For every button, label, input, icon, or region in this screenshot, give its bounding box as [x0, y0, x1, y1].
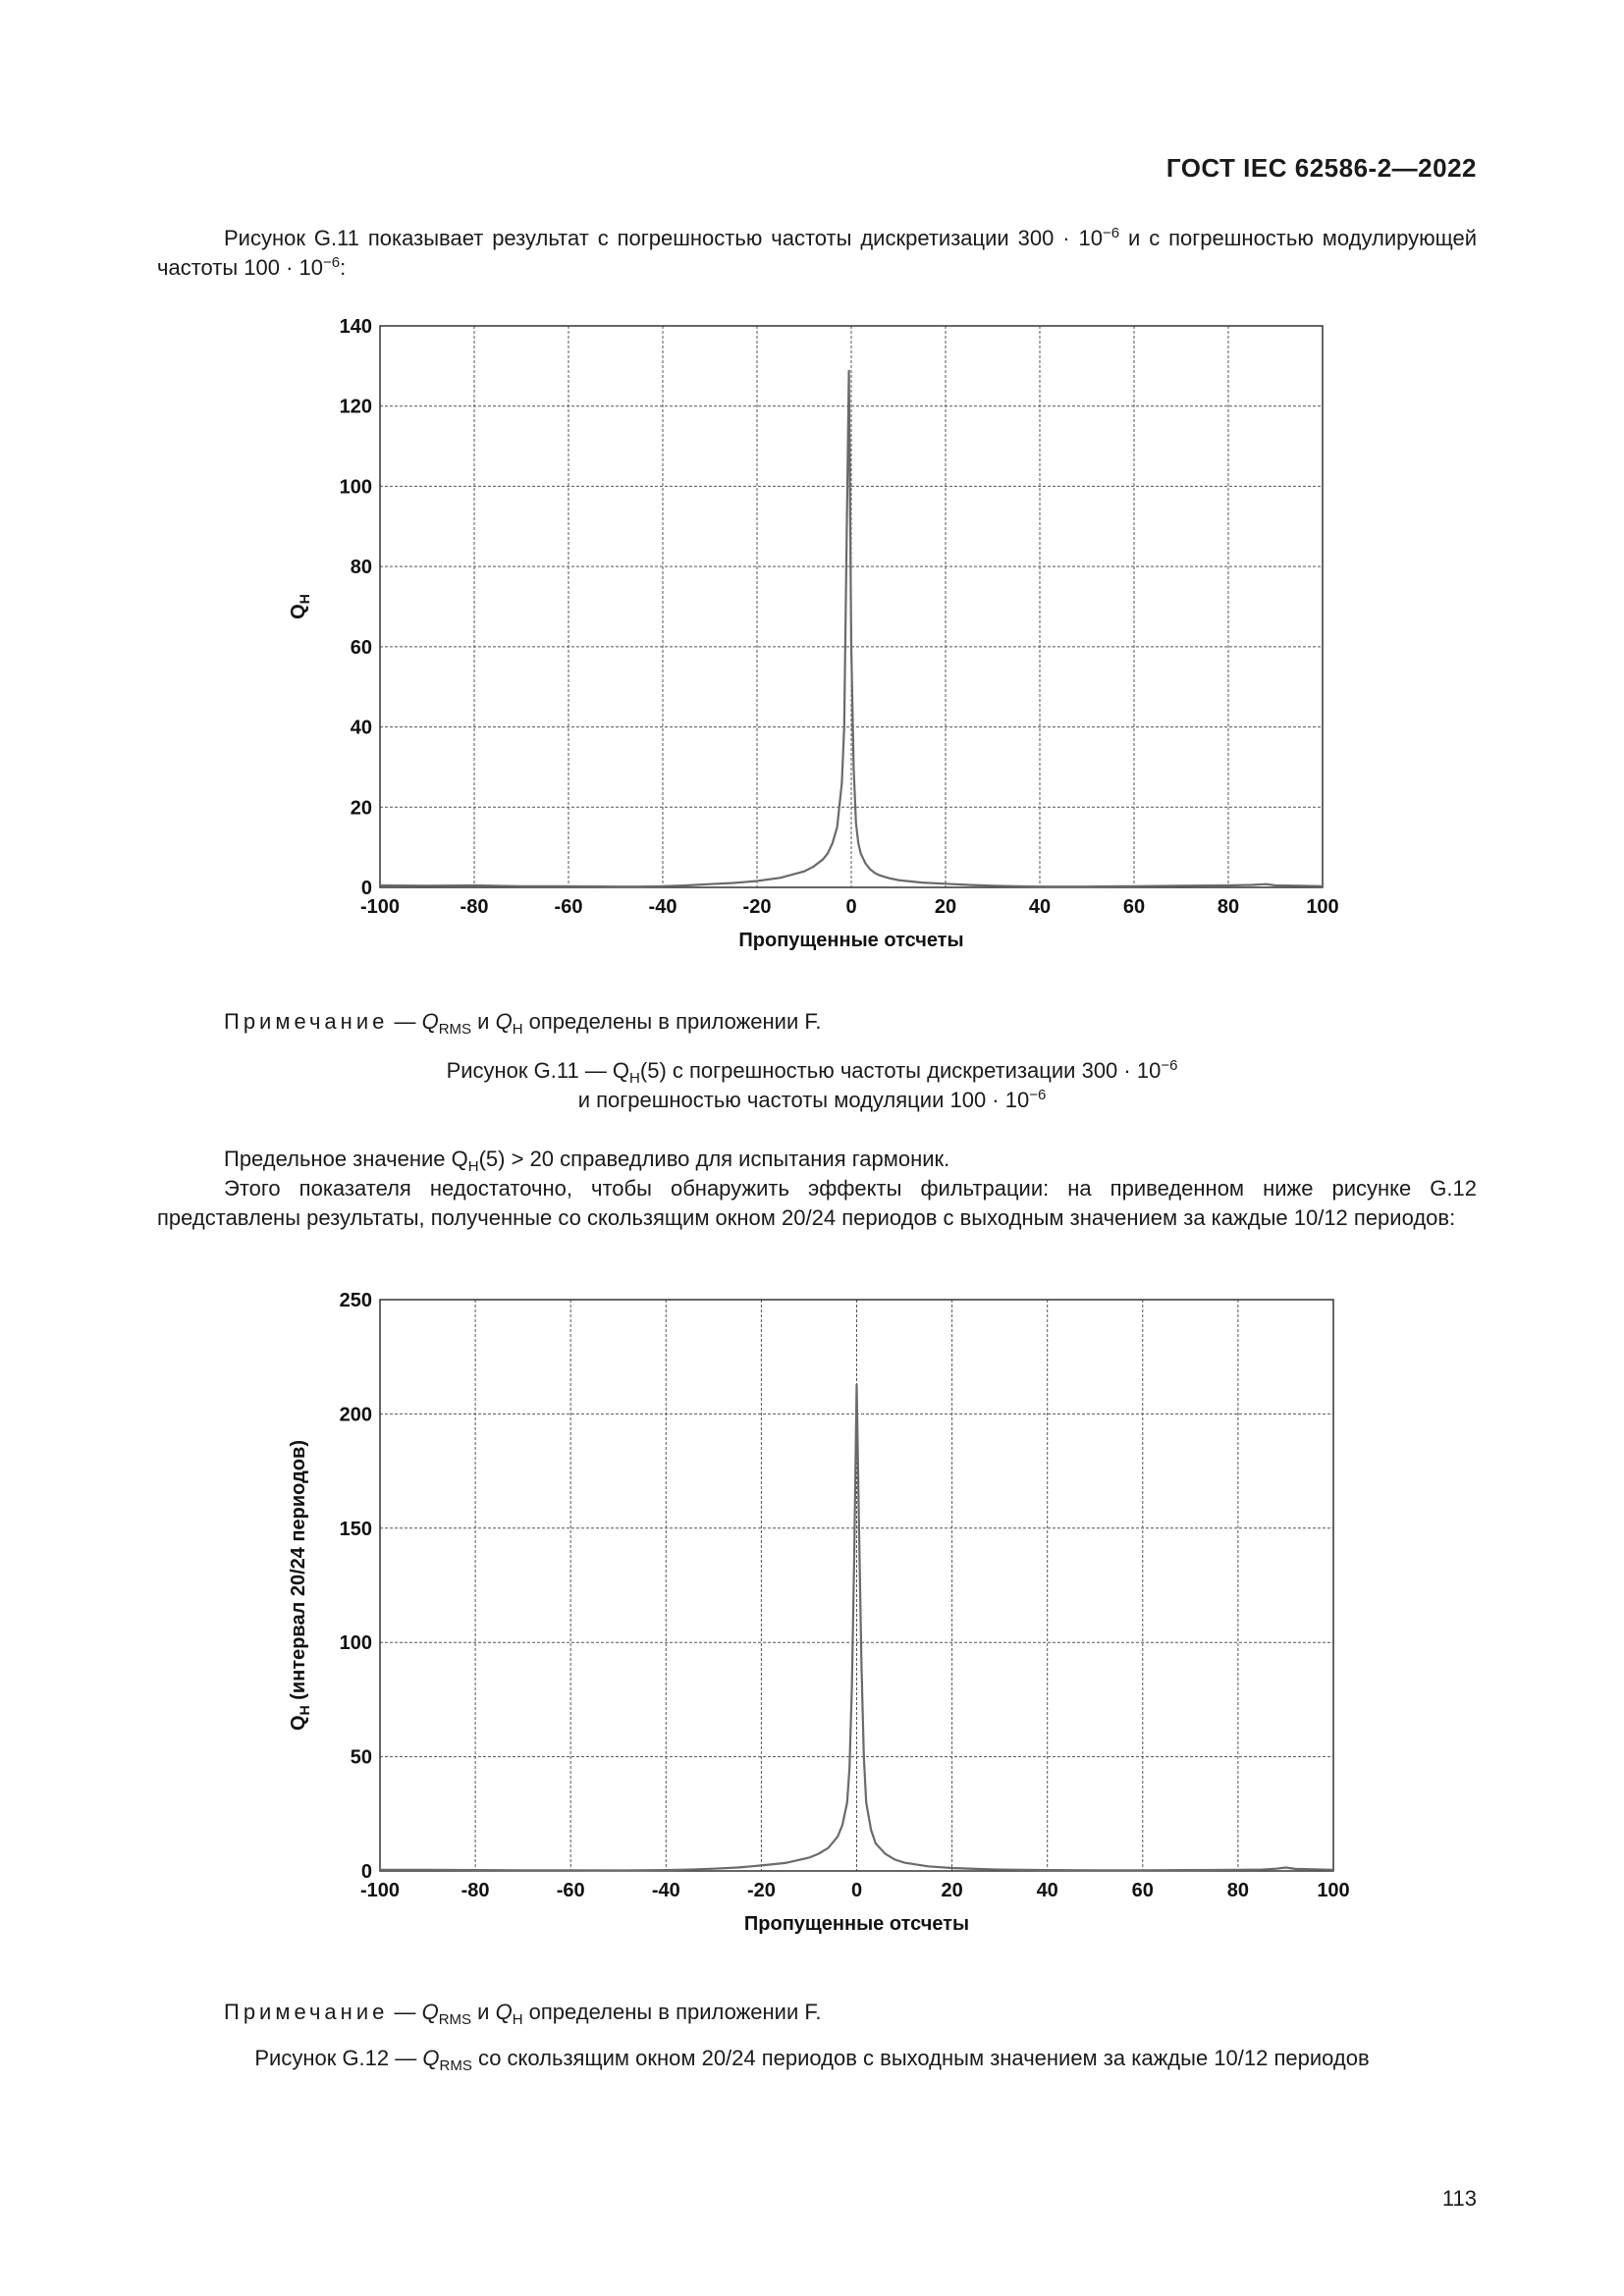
intro-paragraph: Рисунок G.11 показывает результат с погрешностью частоты дискретизации $300 \cdot 10^{-6}$ и с погрешностью модулирующей частоты $100 \cdot 10^{-6}$:	[157, 225, 1477, 280]
figure-g12-chart	[275, 1292, 1365, 1959]
x-tick-label: 0	[845, 896, 857, 918]
x-tick-label: 100	[1317, 1880, 1350, 1901]
y-tick-label: 60	[350, 636, 372, 659]
x-tick-label: 60	[1131, 1880, 1154, 1901]
y-tick-label: 20	[350, 797, 372, 820]
figure-g11-note: Примечание — $Q_{RMS}$ и $Q_H$ определены в приложении F.	[224, 1009, 822, 1038]
x-tick-label: 40	[1036, 1880, 1058, 1901]
x-tick-label: 60	[1122, 896, 1146, 918]
x-tick-label: 40	[1028, 896, 1052, 918]
y-tick-label: 200	[339, 1404, 372, 1426]
y-tick-label: 100	[339, 1632, 372, 1655]
x-tick-label: 80	[1226, 1880, 1250, 1901]
x-tick-label: -80	[460, 1880, 490, 1901]
x-tick-label: -60	[556, 1880, 585, 1901]
x-tick-label: 80	[1217, 896, 1240, 918]
page-number: 113	[1441, 2186, 1477, 2211]
figure-g12-caption: Рисунок G.12 — $Q_{RMS}$ со скользящим окном 20/24 периодов с выходным значением за каждые 10/12 периодов	[254, 2046, 1370, 2074]
x-tick-label: -80	[460, 896, 489, 918]
y-tick-label: 100	[339, 476, 372, 499]
x-axis-label: Пропущенные отсчеты	[738, 930, 964, 951]
x-tick-label: 0	[850, 1880, 863, 1901]
y-tick-label: 50	[350, 1746, 372, 1769]
y-tick-label: 140	[339, 316, 372, 338]
y-tick-label: 0	[360, 1861, 372, 1883]
figure-g11-caption: Рисунок G.11 — $Q_H(5)$ с погрешностью частоты дискретизации $300 \cdot 10^{-6}$ и погрешностью частоты модуляции $100 \cdot 10^{-6}$	[446, 1057, 1178, 1112]
x-tick-label: -60	[554, 896, 583, 918]
x-tick-label: 100	[1306, 896, 1339, 918]
y-tick-label: 250	[339, 1292, 372, 1311]
x-tick-label: 20	[934, 896, 957, 918]
x-tick-label: -20	[742, 896, 772, 918]
figure-g11-chart	[275, 312, 1355, 966]
x-tick-label: 20	[941, 1880, 963, 1901]
y-axis-label: $Q_H$	[288, 594, 312, 619]
y-tick-label: 0	[360, 878, 372, 899]
y-tick-label: 120	[339, 396, 372, 418]
y-tick-label: 150	[339, 1518, 372, 1540]
document-header: ГОСТ IEC 62586-2—2022	[1165, 153, 1477, 183]
x-tick-label: -40	[648, 896, 677, 918]
x-tick-label: -40	[651, 1880, 680, 1901]
x-tick-label: -20	[746, 1880, 776, 1901]
y-axis-label: $Q_H$ (интервал 20/24 периодов)	[288, 1440, 312, 1731]
figure-g12-note: Примечание — $Q_{RMS}$ и $Q_H$ определены в приложении F.	[224, 2000, 822, 2028]
x-axis-label: Пропущенные отсчеты	[743, 1913, 970, 1935]
y-tick-label: 80	[350, 557, 372, 579]
x-tick-label: -100	[359, 896, 401, 918]
x-tick-label: -100	[359, 1880, 401, 1901]
y-tick-label: 40	[350, 717, 372, 739]
body-paragraphs: Предельное значение $Q_H(5) > 20$ справедливо для испытания гармоник. Этого показателя недостаточно, чтобы обнаружить эффекты фильтрации: на приведенном ниже рисунке G.12 представлены результаты, полученные со скользящим окном 20/24 периодов с выходным значением за каждые 10/12 периодов:	[157, 1147, 1477, 1230]
